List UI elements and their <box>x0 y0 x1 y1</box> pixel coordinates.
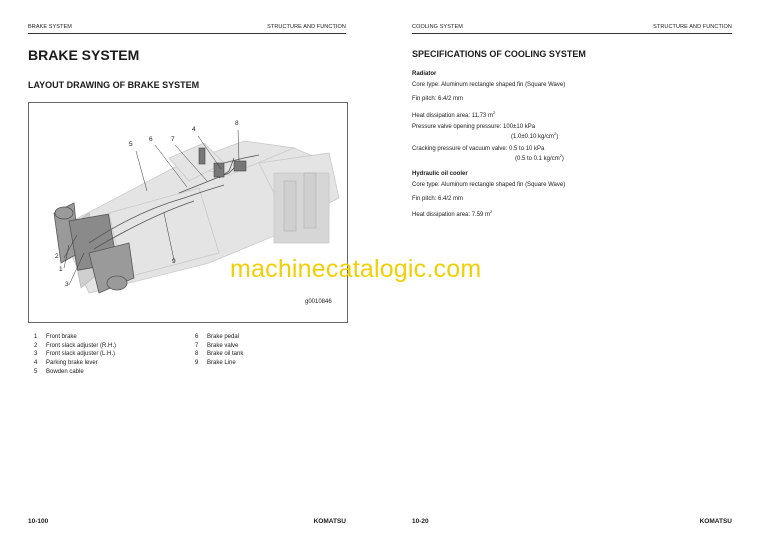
page-title: BRAKE SYSTEM <box>28 47 140 63</box>
radiator-fin-pitch: Fin pitch: 6.4/2 mm <box>412 96 464 102</box>
callout-8: 8 <box>235 120 239 127</box>
legend-item: 1 Front brake <box>34 334 77 340</box>
callout-2: 2 <box>55 253 59 260</box>
oil-cooler-fin-pitch: Fin pitch: 6.4/2 mm <box>412 196 464 202</box>
oil-cooler-core-type: Core type: Aluminum rectangle shaped fin (Square Wave) <box>412 182 566 188</box>
callout-1: 1 <box>59 266 63 273</box>
right-header-rule <box>412 33 732 34</box>
right-footer-brand: KOMATSU <box>699 518 732 525</box>
oil-cooler-heading: Hydraulic oil cooler <box>412 171 468 177</box>
legend-item: 3 Front slack adjuster (L.H.) <box>34 351 116 358</box>
callout-7: 7 <box>171 136 175 143</box>
legend-item: 9 Brake Line <box>195 360 236 367</box>
section-title: LAYOUT DRAWING OF BRAKE SYSTEM <box>28 80 200 90</box>
brake-layout-figure <box>28 102 348 323</box>
left-header-section: BRAKE SYSTEM <box>28 24 72 30</box>
legend-item: 5 Bowden cable <box>34 368 84 375</box>
legend-item: 8 Brake oil tank <box>195 351 244 358</box>
radiator-core-type: Core type: Aluminum rectangle shaped fin (Square Wave) <box>412 82 566 88</box>
pressure-valve-opening: Pressure valve opening pressure: 100±10 kPa <box>412 124 536 130</box>
left-header-rule <box>28 33 346 34</box>
legend-item: 2 Front slack adjuster (R.H.) <box>34 342 117 349</box>
radiator-heading: Radiator <box>412 71 437 77</box>
watermark: machinecatalogic.com <box>230 255 482 283</box>
right-header-chapter: STRUCTURE AND FUNCTION <box>653 24 732 30</box>
right-header-section: COOLING SYSTEM <box>412 24 463 30</box>
callout-4: 4 <box>192 126 196 133</box>
left-footer-brand: KOMATSU <box>313 518 346 525</box>
cooling-spec-title: SPECIFICATIONS OF COOLING SYSTEM <box>412 49 586 59</box>
callout-9: 9 <box>172 258 176 265</box>
legend-item: 6 Brake pedal <box>195 334 240 340</box>
callout-6: 6 <box>149 136 153 143</box>
oil-cooler-heat-area: Heat dissipation area: 7.59 $m^2$ <box>412 209 493 218</box>
radiator-heat-area: Heat dissipation area: 11.73 $m^2$ <box>412 110 496 119</box>
vacuum-valve-kgcm: (0.5 to 0.1 $kg/cm^2$) <box>515 153 564 162</box>
left-page-number: 10-100 <box>28 518 49 525</box>
callout-5: 5 <box>129 141 133 148</box>
pressure-valve-kgcm: (1.0±0.10 $kg/cm^2$) <box>511 131 559 140</box>
vacuum-valve-cracking: Cracking pressure of vacuum valve: 0.5 to 10 kPa <box>412 146 545 152</box>
legend-column-2 <box>195 333 243 368</box>
legend-item: 4 Parking brake lever <box>34 360 98 367</box>
legend-item: 7 Brake valve <box>195 342 239 349</box>
left-header-chapter: STRUCTURE AND FUNCTION <box>267 24 346 30</box>
machine-drawing <box>29 103 347 322</box>
figure-id: g0010846 <box>305 299 332 305</box>
callout-3: 3 <box>65 281 69 288</box>
right-page-number: 10-20 <box>412 518 429 525</box>
legend-column-1 <box>34 333 116 377</box>
